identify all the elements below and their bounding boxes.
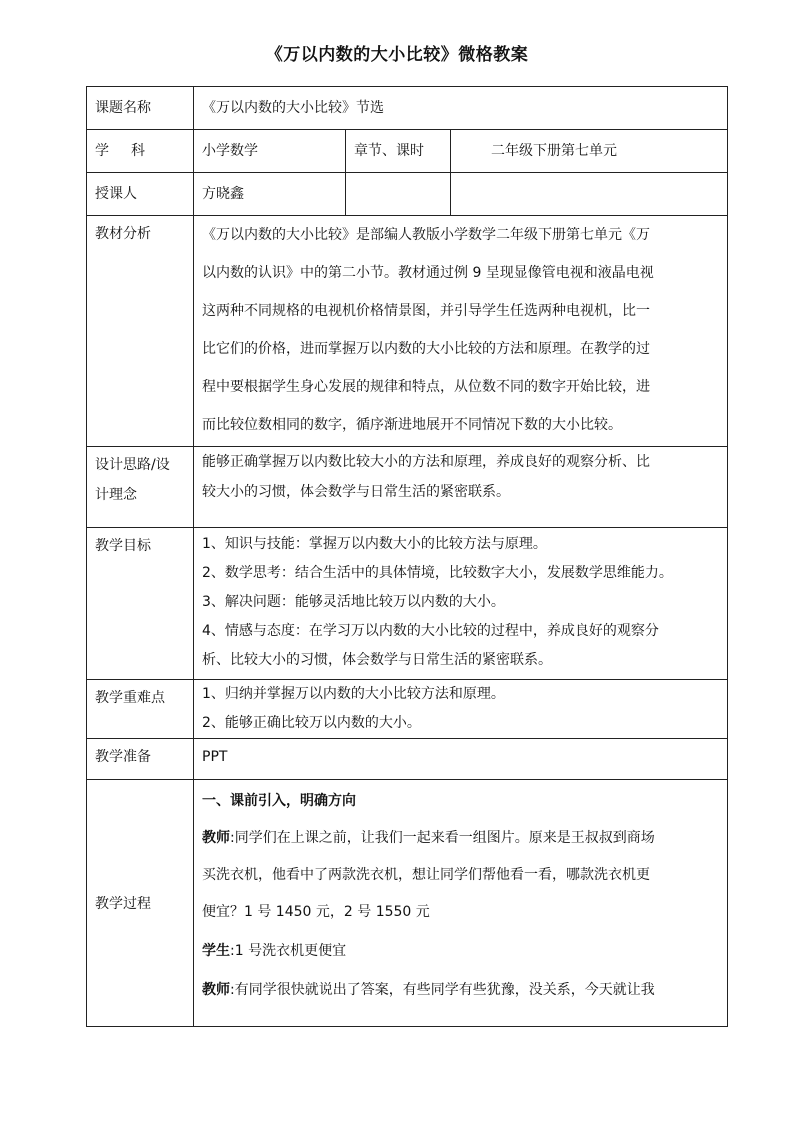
dialogue-line: 学生:1 号洗衣机更便宜 xyxy=(202,943,347,959)
analysis-line: 而比较位数相同的数字，循序渐进地展开不同情况下数的大小比较。 xyxy=(202,417,622,433)
topic-value: 《万以内数的大小比较》节选 xyxy=(194,87,728,130)
speaker-label: 教师 xyxy=(202,982,230,998)
process-heading: 一、课前引入，明确方向 xyxy=(202,793,356,809)
goal-line: 3、解决问题：能够灵活地比较万以内数的大小。 xyxy=(202,594,505,610)
row-teacher xyxy=(87,173,728,216)
teacher-value: 方晓鑫 xyxy=(194,173,346,216)
keypoints-content xyxy=(194,680,728,739)
keypoint-line: 1、归纳并掌握万以内数的大小比较方法和原理。 xyxy=(202,686,505,702)
analysis-line: 以内数的认识》中的第二小节。教材通过例 9 呈现显像管电视和液晶电视 xyxy=(202,265,654,281)
row-subject xyxy=(87,130,728,173)
row-design xyxy=(87,447,728,528)
chapter-label: 章节、课时 xyxy=(346,130,451,173)
design-label-line: 计理念 xyxy=(95,487,137,503)
row-analysis xyxy=(87,216,728,447)
prep-value: PPT xyxy=(194,739,728,780)
teacher-label: 授课人 xyxy=(87,173,194,216)
topic-label: 课题名称 xyxy=(87,87,194,130)
prep-label: 教学准备 xyxy=(87,739,194,780)
goals-label: 教学目标 xyxy=(87,528,194,680)
row-goals xyxy=(87,528,728,680)
dialogue-line: 教师:有同学很快就说出了答案，有些同学有些犹豫，没关系，今天就让我 xyxy=(202,982,655,998)
subject-label xyxy=(87,130,194,173)
goal-line: 4、情感与态度：在学习万以内数的大小比较的过程中，养成良好的观察分 xyxy=(202,623,659,639)
design-label xyxy=(87,447,194,528)
speaker-label: 学生 xyxy=(202,943,230,959)
analysis-line: 《万以内数的大小比较》是部编人教版小学数学二年级下册第七单元《万 xyxy=(202,227,650,243)
design-label-line: 设计思路/设 xyxy=(95,457,170,473)
empty-cell-a xyxy=(346,173,451,216)
speaker-label: 教师 xyxy=(202,830,230,846)
row-prep xyxy=(87,739,728,780)
process-content xyxy=(194,780,728,1027)
analysis-line: 比它们的价格，进而掌握万以内数的大小比较的方法和原理。在教学的过 xyxy=(202,341,650,357)
analysis-line: 程中要根据学生身心发展的规律和特点，从位数不同的数字开始比较，进 xyxy=(202,379,650,395)
subject-label-a: 学 xyxy=(95,143,131,159)
dialogue-line: 教师:同学们在上课之前，让我们一起来看一组图片。原来是王叔叔到商场 xyxy=(202,830,655,846)
goal-line: 2、数学思考：结合生活中的具体情境，比较数字大小，发展数学思维能力。 xyxy=(202,565,673,581)
dialogue-line: 买洗衣机，他看中了两款洗衣机，想让同学们帮他看一看，哪款洗衣机更 xyxy=(202,867,650,883)
analysis-line: 这两种不同规格的电视机价格情景图，并引导学生任选两种电视机，比一 xyxy=(202,303,650,319)
dialogue-text: 1 号洗衣机更便宜 xyxy=(234,943,347,959)
dialogue-block xyxy=(202,972,719,1009)
dialogue-line: 便宜？1 号 1450 元，2 号 1550 元 xyxy=(202,904,430,920)
row-process xyxy=(87,780,728,1027)
lesson-plan-table xyxy=(86,86,728,1027)
subject-value: 小学数学 xyxy=(194,130,346,173)
goal-line: 1、知识与技能：掌握万以内数大小的比较方法与原理。 xyxy=(202,536,547,552)
empty-cell-b xyxy=(451,173,728,216)
dialogue-text: 有同学很快就说出了答案，有些同学有些犹豫，没关系，今天就让我 xyxy=(234,982,655,998)
analysis-content xyxy=(194,216,728,447)
dialogue-block xyxy=(202,820,719,931)
dialogue-block xyxy=(202,933,719,970)
goals-content xyxy=(194,528,728,680)
design-line: 较大小的习惯，体会数学与日常生活的紧密联系。 xyxy=(202,484,510,500)
analysis-label: 教材分析 xyxy=(87,216,194,447)
document-title: 《万以内数的大小比较》微格教案 xyxy=(265,45,529,65)
row-keypoints xyxy=(87,680,728,739)
keypoints-label: 教学重难点 xyxy=(87,680,194,739)
goal-line: 析、比较大小的习惯，体会数学与日常生活的紧密联系。 xyxy=(202,652,552,668)
dialogue-text: 同学们在上课之前，让我们一起来看一组图片。原来是王叔叔到商场 xyxy=(234,830,655,846)
process-label: 教学过程 xyxy=(87,780,194,1027)
row-topic xyxy=(87,87,728,130)
design-content xyxy=(194,447,728,528)
chapter-value: 二年级下册第七单元 xyxy=(451,130,728,173)
subject-label-b: 科 xyxy=(131,143,145,159)
keypoint-line: 2、能够正确比较万以内数的大小。 xyxy=(202,715,421,731)
design-line: 能够正确掌握万以内数比较大小的方法和原理，养成良好的观察分析、比 xyxy=(202,454,650,470)
